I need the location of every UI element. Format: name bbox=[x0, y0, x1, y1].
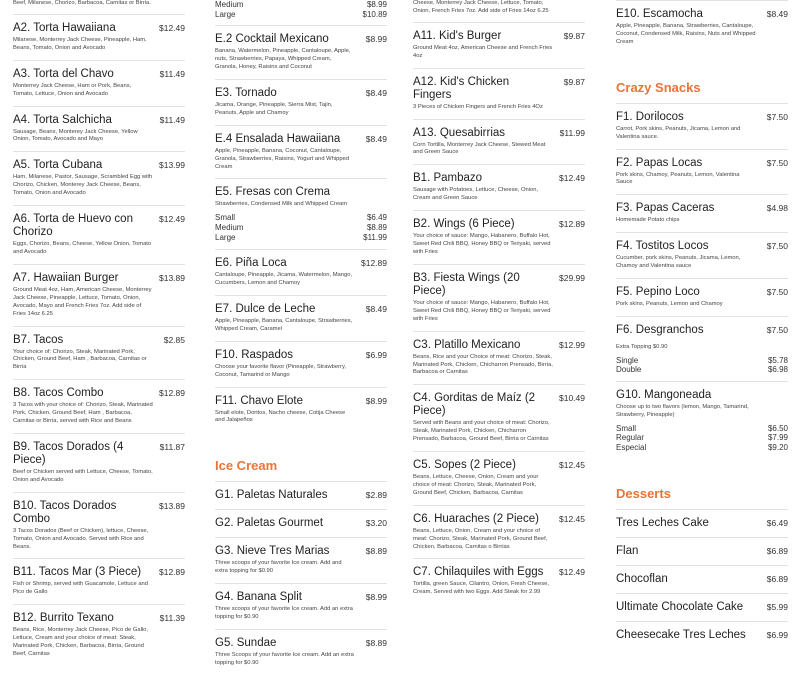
item-price: $11.87 bbox=[159, 441, 185, 452]
item-name: Flan bbox=[616, 544, 639, 557]
size-option[interactable] bbox=[616, 356, 788, 366]
size-options bbox=[616, 356, 788, 375]
item-name: F2. Papas Locas bbox=[616, 156, 703, 169]
item-description: Pork skins, Chamoy, Peanuts, Lemon, Valentina Sauce bbox=[616, 171, 740, 186]
item-name: F3. Papas Caceras bbox=[616, 202, 715, 215]
item-price: $11.49 bbox=[159, 114, 185, 125]
size-option[interactable] bbox=[215, 223, 387, 233]
size-option[interactable] bbox=[616, 365, 788, 375]
menu-item[interactable] bbox=[616, 194, 788, 232]
menu-item[interactable] bbox=[215, 387, 387, 433]
size-label: Small bbox=[616, 423, 637, 433]
item-title-row bbox=[413, 272, 585, 298]
item-name: F4. Tostitos Locos bbox=[616, 240, 709, 253]
item-title-row bbox=[413, 339, 585, 352]
item-description: Eggs, Chorizo, Beans, Cheese, Yellow Onion, Tomato and Avocado bbox=[13, 241, 152, 255]
item-description: Choose up to two flavors (lemon, Mango, Tamarind, Strawberry, Pineapple) bbox=[616, 404, 749, 418]
item-price: $13.89 bbox=[159, 272, 185, 283]
item-name: A2. Torta Hawaiiana bbox=[13, 21, 116, 34]
section-heading: Ice Cream bbox=[215, 458, 387, 473]
item-price: $8.99 bbox=[365, 34, 387, 45]
item-name: A11. Kid's Burger bbox=[413, 29, 502, 42]
item-price: $6.89 bbox=[766, 545, 788, 556]
item-name: G10. Mangoneada bbox=[616, 389, 712, 402]
item-name: B8. Tacos Combo bbox=[13, 387, 104, 400]
item-title-row bbox=[413, 76, 585, 102]
item-title-row bbox=[215, 303, 387, 316]
menu-item[interactable] bbox=[215, 537, 387, 583]
item-price: $3.20 bbox=[365, 518, 387, 529]
item-price: $12.45 bbox=[559, 513, 585, 524]
item-price: $6.99 bbox=[766, 629, 788, 640]
item-price: $12.49 bbox=[159, 214, 185, 225]
menu-item[interactable] bbox=[413, 505, 585, 559]
menu-item[interactable] bbox=[616, 537, 788, 565]
item-title-row bbox=[413, 513, 585, 526]
size-option[interactable] bbox=[616, 433, 788, 443]
item-title-row bbox=[215, 489, 387, 502]
menu-column bbox=[413, 0, 585, 604]
menu-item[interactable] bbox=[413, 264, 585, 331]
menu-item[interactable] bbox=[13, 151, 185, 205]
menu-item[interactable] bbox=[215, 249, 387, 295]
menu-item[interactable] bbox=[215, 583, 387, 629]
menu-item[interactable] bbox=[616, 565, 788, 593]
item-name: G2. Paletas Gourmet bbox=[215, 517, 324, 530]
item-price: $29.99 bbox=[559, 272, 585, 283]
item-title-row bbox=[215, 637, 387, 650]
item-title-row bbox=[13, 114, 185, 127]
menu-item[interactable] bbox=[616, 149, 788, 195]
size-option[interactable] bbox=[215, 233, 387, 243]
menu-item[interactable] bbox=[616, 278, 788, 316]
section-heading: Crazy Snacks bbox=[616, 80, 788, 95]
item-title-row bbox=[13, 22, 185, 35]
size-option[interactable] bbox=[616, 424, 788, 434]
item-name: A13. Quesabirrias bbox=[413, 126, 506, 139]
item-price: $2.85 bbox=[163, 334, 185, 345]
item-price: $11.49 bbox=[159, 68, 185, 79]
item-title-row bbox=[215, 517, 387, 530]
menu-item[interactable] bbox=[215, 25, 387, 79]
size-price: $11.99 bbox=[363, 232, 387, 242]
item-price: $8.89 bbox=[365, 546, 387, 557]
size-price: $10.89 bbox=[362, 9, 387, 19]
item-title-row bbox=[413, 218, 585, 231]
item-price: $8.49 bbox=[365, 87, 387, 98]
size-label: Single bbox=[616, 355, 639, 365]
item-price: $11.39 bbox=[159, 613, 185, 624]
size-label: Large bbox=[215, 9, 236, 19]
item-name: F1. Dorilocos bbox=[616, 110, 684, 123]
menu-item[interactable] bbox=[13, 60, 185, 106]
item-name: B10. Tacos Dorados Combo bbox=[13, 499, 117, 525]
menu-item[interactable] bbox=[413, 384, 585, 451]
item-price: $8.99 bbox=[365, 395, 387, 406]
item-title-row bbox=[413, 127, 585, 140]
item-description: Apple, Pineapple, Banana, Strawberries, Cantaloupe, Coconut, Condensed Milk, Raisins, Nuts and Whipped Cream bbox=[616, 23, 756, 45]
menu-item[interactable] bbox=[215, 509, 387, 537]
item-price: $7.50 bbox=[766, 324, 788, 335]
item-description: Homemade Potato chips bbox=[616, 217, 680, 224]
size-price: $6.98 bbox=[767, 365, 788, 375]
item-name: C5. Sopes (2 Piece) bbox=[413, 459, 516, 472]
item-description: Apple, Pineapple, Banana, Coconut, Cantaloupe, Granola, Strawberries, Raisins, Yogurt and Whipped Cream bbox=[215, 147, 350, 170]
item-price: $7.50 bbox=[766, 111, 788, 122]
menu-item[interactable] bbox=[13, 326, 185, 380]
item-description: Three scoops of your favorite Ice cream. Add and extra topping for $0.90 bbox=[215, 560, 342, 575]
menu-item[interactable] bbox=[616, 0, 788, 54]
item-price: $12.89 bbox=[159, 388, 185, 399]
item-title-row bbox=[616, 517, 788, 530]
item-price: $6.49 bbox=[766, 517, 788, 528]
item-price: $7.50 bbox=[766, 157, 788, 168]
item-description: Cucumber, pork skins, Peanuts, Jicama, Lemon, Chamoy and Valentina sauce bbox=[616, 255, 741, 270]
item-description: Small elote, Doritos, Nacho cheese, Cotija Cheese and Jalapeños bbox=[215, 409, 346, 424]
item-title-row bbox=[215, 257, 387, 270]
item-name: Ultimate Chocolate Cake bbox=[616, 600, 744, 613]
item-name: E.4 Ensalada Hawaiiana bbox=[215, 132, 341, 145]
menu-item[interactable] bbox=[13, 433, 185, 492]
item-title-row bbox=[13, 441, 185, 467]
item-name: A7. Hawaiian Burger bbox=[13, 271, 119, 284]
size-options bbox=[215, 213, 387, 242]
item-title-row bbox=[13, 500, 185, 526]
item-description: Served with Beans and your choice of meat: Chorizo, Steak, Marinated Pork, Chicken, Chicharron Prensado, Barbacoa, Ground Beef, Birria or Carnitas bbox=[413, 420, 550, 443]
item-price: $12.49 bbox=[159, 22, 185, 33]
item-name: B1. Pambazo bbox=[413, 172, 483, 185]
item-title-row bbox=[616, 389, 788, 402]
menu-item[interactable] bbox=[413, 22, 585, 68]
item-name: Cheesecake Tres Leches bbox=[616, 628, 746, 641]
item-title-row bbox=[215, 395, 387, 408]
item-price: $2.89 bbox=[365, 490, 387, 501]
menu-item[interactable] bbox=[616, 103, 788, 149]
item-title-row bbox=[215, 87, 387, 100]
size-option[interactable] bbox=[616, 443, 788, 453]
item-price: $7.50 bbox=[766, 287, 788, 298]
item-name: F6. Desgranchos bbox=[616, 323, 704, 336]
item-title-row bbox=[616, 8, 788, 21]
item-description: Three Scoops of your favorite Ice cream. Add an extra topping for $0.90 bbox=[215, 652, 354, 666]
item-description: Your choice of sauce: Mango, Habanero, Buffalo Hot, Sweet Red Chili BBQ, Honey BBQ or Teriyaki, served with Fries bbox=[413, 233, 551, 255]
item-description: Milanese, Monterrey Jack Cheese, Pineapple, Ham, Beans, Tomato, Onion and Avocado bbox=[13, 36, 147, 51]
item-name: B2. Wings (6 Piece) bbox=[413, 218, 515, 231]
menu-item[interactable] bbox=[215, 629, 387, 675]
item-description: 3 Tacos with your choice of: Chorizo, Steak, Marinated Pork, Chicken, Ground Beef, Ham , Barbacoa, Carnitas or Birria, served with Rice and Beans bbox=[13, 402, 153, 425]
item-title-row bbox=[413, 172, 585, 185]
item-title-row bbox=[616, 545, 788, 558]
item-title-row bbox=[215, 545, 387, 558]
menu-item[interactable] bbox=[413, 119, 585, 165]
menu-item[interactable] bbox=[413, 451, 585, 505]
item-name: G1. Paletas Naturales bbox=[215, 489, 328, 502]
item-title-row bbox=[13, 334, 185, 347]
item-price: $12.45 bbox=[559, 460, 585, 471]
item-name: G4. Banana Split bbox=[215, 591, 302, 604]
menu-item[interactable] bbox=[616, 381, 788, 460]
menu-column bbox=[215, 0, 387, 675]
item-name: Tres Leches Cake bbox=[616, 516, 709, 529]
menu-item[interactable] bbox=[13, 264, 185, 326]
item-name: E5. Fresas con Crema bbox=[215, 186, 331, 199]
size-price: $7.99 bbox=[767, 433, 788, 443]
item-price: $12.49 bbox=[559, 567, 585, 578]
item-description: Strawberries, Condensed Milk and Whipped Cream bbox=[215, 201, 348, 208]
menu-item[interactable] bbox=[13, 492, 185, 559]
item-price: $12.89 bbox=[159, 567, 185, 578]
item-title-row bbox=[413, 30, 585, 43]
item-name: A3. Torta del Chavo bbox=[13, 67, 114, 80]
item-title-row bbox=[215, 133, 387, 146]
item-description: Apple, Pineapple, Banana, Cantaloupe, Strawberries, Whipped Cream, Caramel bbox=[215, 317, 353, 332]
item-name: E.2 Cocktail Mexicano bbox=[215, 33, 329, 46]
item-description: Pork skins, Peanuts, Lemon and Chamoy bbox=[616, 301, 723, 308]
item-title-row bbox=[616, 601, 788, 614]
menu-item[interactable] bbox=[215, 79, 387, 125]
item-description: Beans, Rice, Monterrey Jack Cheese, Pico de Gallo, Lettuce, Cream and your choice of meat: Steak, Marinated Pork, Chicken, Barbacoa, Birria, Ground Beef, Carnitas bbox=[13, 627, 149, 657]
item-price: $8.99 bbox=[365, 592, 387, 603]
item-name: Chocoflan bbox=[616, 572, 668, 585]
menu-item[interactable] bbox=[215, 295, 387, 341]
item-description: Your choice of: Chorizo, Steak, Marinated Pork, Chicken, Ground Beef, Ham , Barbacoa, Carnitas or Birria bbox=[13, 348, 147, 371]
item-description: 3 Pieces of Chicken Fingers and French Fries 4Oz bbox=[413, 103, 543, 110]
item-price: $12.49 bbox=[559, 173, 585, 184]
menu-item-fragment bbox=[215, 0, 387, 25]
size-label: Especial bbox=[616, 443, 647, 453]
item-description: Corn Tortilla, Monterrey Jack Cheese, Stewed Meat and Green Sauce bbox=[413, 141, 546, 156]
item-name: A6. Torta de Huevo con Chorizo bbox=[13, 213, 133, 239]
item-title-row bbox=[215, 186, 387, 199]
item-name: E6. Piña Loca bbox=[215, 257, 287, 270]
item-name: C6. Huaraches (2 Piece) bbox=[413, 512, 539, 525]
item-title-row bbox=[13, 612, 185, 625]
item-title-row bbox=[616, 286, 788, 299]
item-description: Tortilla, green Sauce, Cilantro, Onion, Fresh Cheese, Cream, Served with two Eggs. Add Steak for 2.99 bbox=[413, 581, 549, 596]
item-price: $10.49 bbox=[559, 393, 585, 404]
item-description: Carrot, Pork skins, Peanuts, Jicama, Lemon and Valentina sauce. bbox=[616, 125, 741, 140]
size-label: Double bbox=[616, 365, 642, 375]
item-description: Your choice of sauce: Mango, Habanero, Buffalo Hot, Sweet Red Chili BBQ, Honey BBQ or Teriyaki, served with Fries bbox=[413, 299, 551, 322]
menu-item-fragment bbox=[13, 0, 185, 14]
size-label: Medium bbox=[215, 222, 244, 232]
menu-item[interactable] bbox=[413, 164, 585, 210]
item-title-row bbox=[616, 573, 788, 586]
menu-column bbox=[13, 0, 185, 666]
item-title-row bbox=[616, 111, 788, 124]
menu-column bbox=[616, 0, 788, 649]
item-title-row bbox=[413, 392, 585, 418]
menu-item[interactable] bbox=[13, 379, 185, 433]
item-name: B3. Fiesta Wings (20 Piece) bbox=[413, 271, 520, 297]
menu-item[interactable] bbox=[13, 205, 185, 264]
size-price: $6.49 bbox=[366, 213, 387, 223]
size-price: $9.20 bbox=[767, 443, 788, 453]
menu-item-fragment bbox=[413, 0, 585, 22]
item-title-row bbox=[413, 566, 585, 579]
menu-item[interactable] bbox=[616, 232, 788, 278]
item-description: Beef or Chicken served with Lettuce, Cheese, Tomato, Onion and Avocado bbox=[13, 468, 153, 483]
item-price: $12.89 bbox=[559, 219, 585, 230]
section-heading: Desserts bbox=[616, 486, 788, 501]
item-title-row bbox=[13, 213, 185, 239]
menu-item[interactable] bbox=[616, 593, 788, 621]
item-price: $12.99 bbox=[559, 339, 585, 350]
size-options bbox=[215, 0, 387, 19]
item-name: F11. Chavo Elote bbox=[215, 394, 304, 407]
item-description: Cheese, Monterrey Jack Cheese, Lettuce, Tomato, Onion, French Fries 7oz. Add side of Fries 14oz 6.25 bbox=[413, 0, 549, 14]
item-description: Sausage with Potatoes, Lettuce, Cheese, Onion, Cream and Green Sauce bbox=[413, 187, 539, 202]
item-title-row bbox=[413, 459, 585, 472]
menu-item[interactable] bbox=[215, 341, 387, 387]
item-description: Sausage, Beans, Monterey Jack Cheese, Yellow Onion, Tomato, Avocado and Mayo bbox=[13, 128, 138, 143]
item-name: E3. Tornado bbox=[215, 86, 277, 99]
item-title-row bbox=[13, 68, 185, 81]
item-description: Monterrey Jack Cheese, Ham or Pork, Beans, Tomato, Lettuce, Onion and Avocado bbox=[13, 82, 132, 97]
size-options bbox=[616, 424, 788, 453]
item-name: B7. Tacos bbox=[13, 333, 64, 346]
item-price: $7.50 bbox=[766, 241, 788, 252]
menu-item[interactable] bbox=[13, 106, 185, 152]
menu-item[interactable] bbox=[13, 14, 185, 60]
menu-item[interactable] bbox=[413, 210, 585, 264]
item-title-row bbox=[616, 629, 788, 642]
size-option[interactable] bbox=[215, 10, 387, 20]
size-label: Small bbox=[215, 213, 236, 223]
size-label: Medium bbox=[215, 0, 244, 9]
item-title-row bbox=[215, 33, 387, 46]
item-title-row bbox=[215, 349, 387, 362]
menu-item[interactable] bbox=[616, 316, 788, 344]
item-price: $13.89 bbox=[159, 500, 185, 511]
menu-item[interactable] bbox=[13, 604, 185, 666]
item-description: Ground Meat 4oz, American Cheese and French Fries 4oz bbox=[413, 44, 553, 59]
menu-item[interactable] bbox=[616, 621, 788, 649]
item-name: A4. Torta Salchicha bbox=[13, 113, 112, 126]
item-price: $4.98 bbox=[766, 203, 788, 214]
size-label: Regular bbox=[616, 433, 645, 443]
item-description: Beans, Lettuce, Onion, Cream and your choice of meat: Chorizo, Steak, Marinated Pork, Ground Beef, Chicken, Barbacoa, Carnitas o Birrias bbox=[413, 527, 548, 550]
item-description: Extra Topping $0.90 bbox=[616, 343, 668, 350]
item-price: $12.89 bbox=[361, 258, 387, 269]
item-name: F5. Pepino Loco bbox=[616, 286, 700, 299]
item-price: $9.87 bbox=[563, 30, 585, 41]
item-title-row bbox=[616, 202, 788, 215]
item-name: F10. Raspados bbox=[215, 348, 293, 361]
menu-item[interactable] bbox=[215, 481, 387, 509]
menu-item[interactable] bbox=[616, 509, 788, 537]
menu-item[interactable] bbox=[215, 178, 387, 249]
size-price: $8.99 bbox=[366, 0, 387, 9]
item-title-row bbox=[616, 157, 788, 170]
item-title-row bbox=[13, 566, 185, 579]
item-price: $8.49 bbox=[365, 133, 387, 144]
size-option[interactable] bbox=[215, 213, 387, 223]
item-name: E10. Escamocha bbox=[616, 8, 703, 20]
item-description: Beans, Lettuce, Cheese, Onion, Cream and your choice of meat: Chorizo, Steak, Marinated Pork, Ground Beef, Chicken, Barbacoa, Carnitas bbox=[413, 474, 539, 496]
item-price: $11.99 bbox=[559, 127, 585, 138]
menu-item[interactable] bbox=[413, 331, 585, 385]
item-price: $8.89 bbox=[365, 638, 387, 648]
item-price: $8.49 bbox=[766, 9, 788, 19]
item-description: Three scoops of your favorite Ice cream. Add an extra topping for $0.90 bbox=[215, 606, 353, 621]
item-name: C7. Chilaquiles with Eggs bbox=[413, 566, 544, 579]
item-name: A12. Kid's Chicken Fingers bbox=[413, 75, 510, 101]
item-price: $6.89 bbox=[766, 573, 788, 584]
size-price: $5.78 bbox=[767, 355, 788, 365]
item-name: C4. Gorditas de Maíz (2 Piece) bbox=[413, 392, 536, 418]
item-title-row bbox=[13, 387, 185, 400]
item-description: Jicama, Orange, Pineapple, Sierra Mist, Tajin, Peanuts, Apple and Chamoy bbox=[215, 101, 333, 116]
item-title-row bbox=[215, 591, 387, 604]
item-name: G5. Sundae bbox=[215, 637, 277, 649]
item-price: $5.99 bbox=[766, 601, 788, 612]
item-name: C3. Platillo Mexicano bbox=[413, 338, 521, 351]
size-price: $8.89 bbox=[366, 222, 387, 232]
item-title-row bbox=[616, 240, 788, 253]
item-price: $9.87 bbox=[563, 76, 585, 87]
item-description: Choose your favorite flavor (Pineapple, Strawberry, Coconut, Tamarind or Mango bbox=[215, 363, 347, 378]
item-name: E7. Dulce de Leche bbox=[215, 302, 316, 315]
item-price: $6.99 bbox=[365, 349, 387, 360]
item-name: B12. Burrito Texano bbox=[13, 612, 114, 625]
item-title-row bbox=[13, 272, 185, 285]
item-description: Beef, Milanese, Chorizo, Barbacoa, Carnitas or Birria. bbox=[13, 0, 151, 6]
menu-item-fragment bbox=[616, 344, 788, 381]
size-option[interactable] bbox=[215, 0, 387, 10]
menu-item[interactable] bbox=[413, 558, 585, 604]
size-price: $6.50 bbox=[767, 423, 788, 433]
menu-item[interactable] bbox=[215, 125, 387, 179]
item-description: Ham, Milanese, Pastor, Sausage, Scrambled Egg with Chorizo, Chicken, Monterey Jack Cheese, Beans, Tomato, Onion and Avocado bbox=[13, 174, 153, 197]
item-name: B11. Tacos Mar (3 Piece) bbox=[13, 566, 142, 579]
menu-item[interactable] bbox=[13, 558, 185, 604]
item-description: Banana, Watermelon, Pineapple, Cantaloupe, Apple, nuts, Strawberries, Papaya, Whipped Cream, Granola, Honey, Raisins and Coconut bbox=[215, 48, 351, 70]
item-name: B9. Tacos Dorados (4 Piece) bbox=[13, 440, 124, 466]
item-price: $13.99 bbox=[159, 160, 185, 171]
item-description: Ground Meat 4oz, Ham, American Cheese, Monterrey Jack Cheese, Pineapple, Lettuce, Tomato, Onion, Avocado, Mayo and French Fries 7oz. Add side of Fries 14oz 6.25 bbox=[13, 286, 152, 317]
item-price: $8.49 bbox=[365, 303, 387, 314]
item-title-row bbox=[616, 324, 788, 337]
item-name: A5. Torta Cubana bbox=[13, 159, 103, 172]
item-description: Fish or Shrimp, served with Guacamole, Lettuce and Pico de Gallo bbox=[13, 581, 149, 596]
size-label: Large bbox=[215, 232, 236, 242]
item-name: G3. Nieve Tres Marias bbox=[215, 545, 330, 558]
item-description: Beans, Rice and your Choice of meat: Chorizo, Steak, Marinated Pork, Chicken, Chicharron Prensado, Birria, Barbacoa or Carnitas bbox=[413, 353, 553, 376]
menu-item[interactable] bbox=[413, 68, 585, 119]
item-description: 3 Tacos Dorados (Beef or Chicken), lettuce, Cheese, Tomato, Onion and Avocado. Served with Rice and Beans. bbox=[13, 527, 149, 550]
item-description: Cantaloupe, Pineapple, Jicama, Watermelon, Mango, Cucumbers, Lemon and Chamoy bbox=[215, 272, 353, 287]
item-title-row bbox=[13, 159, 185, 172]
